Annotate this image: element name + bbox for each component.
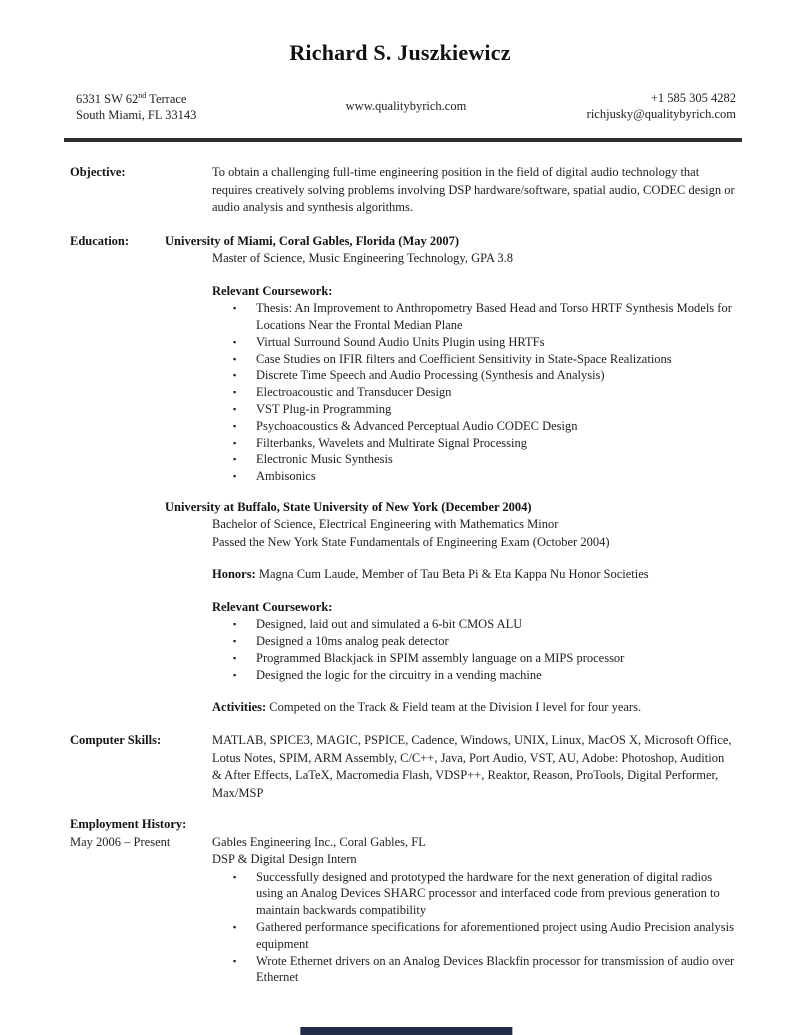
bullet-icon: ▪: [233, 370, 237, 381]
coursework-item-text: Programmed Blackjack in SPIM assembly language on a MIPS processor: [256, 651, 625, 666]
employment-date-range: May 2006 – Present: [70, 834, 171, 849]
coursework-item: [233, 300, 735, 334]
bullet-icon: ▪: [233, 353, 237, 364]
address-line1-street: Terrace: [146, 92, 187, 107]
coursework-heading: Relevant Coursework:: [212, 599, 333, 614]
honors-label: Honors:: [212, 567, 256, 582]
school-heading: University of Miami, Coral Gables, Florida (May 2007): [165, 233, 460, 248]
bullet-icon: ▪: [233, 420, 237, 431]
coursework-item: [233, 616, 735, 633]
school-entry-buffalo: [165, 499, 735, 716]
bullet-icon: ▪: [233, 619, 237, 630]
honors-line: [212, 566, 735, 584]
employment-bullet-text: Gathered performance specifications for aforementioned project using Audio Precision analysis equipment: [256, 920, 734, 951]
coursework-item-text: Discrete Time Speech and Audio Processing (Synthesis and Analysis): [256, 368, 605, 383]
school-heading: University at Buffalo, State University of New York (December 2004): [165, 499, 532, 514]
employment-details: [212, 834, 735, 987]
objective-label: Objective:: [70, 165, 126, 180]
coursework-item: [233, 367, 735, 384]
coursework-item: [233, 418, 735, 435]
activities-line: [212, 699, 735, 717]
coursework-item-text: Electroacoustic and Transducer Design: [256, 385, 452, 400]
bullet-icon: ▪: [233, 955, 237, 966]
degree-line: Master of Science, Music Engineering Technology, GPA 3.8: [212, 251, 514, 266]
coursework-heading: Relevant Coursework:: [212, 283, 333, 298]
contact-block: [0, 88, 800, 123]
section-computer-skills: [70, 732, 735, 802]
coursework-item-text: Designed the logic for the circuitry in a vending machine: [256, 667, 542, 682]
employment-bullet-text: Successfully designed and prototyped the hardware for the next generation of digital radios using an Analog Devices SHARC processor and interfaced code from previous generation to maintain backwards compatibility: [256, 869, 720, 918]
employment-company: Gables Engineering Inc., Coral Gables, FL: [212, 834, 426, 849]
website-text: www.qualitybyrich.com: [345, 98, 467, 113]
coursework-list: [233, 616, 735, 683]
activities-label: Activities:: [212, 699, 267, 714]
employment-bullet: [233, 869, 735, 919]
education-content: [165, 233, 735, 716]
honors-text: Magna Cum Laude, Member of Tau Beta Pi & Eta Kappa Nu Honor Societies: [258, 567, 649, 582]
coursework-item: [233, 351, 735, 368]
bullet-icon: ▪: [233, 387, 237, 398]
section-objective: [70, 164, 735, 217]
employment-bullet: [233, 953, 735, 987]
employment-entry: [70, 834, 735, 987]
employment-history-label: Employment History:: [70, 817, 187, 832]
bullet-icon: ▪: [233, 454, 237, 465]
address-line1-number: 6331 SW 62: [76, 92, 139, 107]
page-title: Richard S. Juszkiewicz: [289, 40, 511, 65]
header-divider: [64, 138, 742, 142]
bullet-icon: ▪: [233, 437, 237, 448]
address-block: [76, 88, 296, 123]
coursework-item-text: Designed a 10ms analog peak detector: [256, 634, 449, 649]
resume-body: [0, 164, 800, 986]
objective-text: To obtain a challenging full-time engineering position in the field of digital audio technology that requires creatively solving problems involving DSP hardware/software, spatial audio, CODEC design or audio analysis and synthesis algorithms.: [212, 165, 735, 215]
school-entry-miami: [165, 233, 735, 485]
employment-role: DSP & Digital Design Intern: [212, 852, 357, 867]
coursework-item: [233, 650, 735, 667]
computer-skills-label: Computer Skills:: [70, 733, 162, 748]
bullet-icon: ▪: [233, 336, 237, 347]
address-line2: South Miami, FL 33143: [76, 108, 197, 123]
activities-text: Competed on the Track & Field team at the Division I level for four years.: [269, 699, 642, 714]
bullet-icon: ▪: [233, 871, 237, 882]
bullet-icon: ▪: [233, 653, 237, 664]
email-address: richjusky@qualitybyrich.com: [586, 106, 736, 121]
address-line1: [76, 88, 296, 107]
coursework-item: [233, 451, 735, 468]
coursework-item-text: Designed, laid out and simulated a 6-bit CMOS ALU: [256, 617, 523, 632]
coursework-item-text: VST Plug-in Programming: [256, 401, 392, 416]
bullet-icon: ▪: [233, 922, 237, 932]
coursework-item-text: Filterbanks, Wavelets and Multirate Signal Processing: [256, 435, 527, 450]
bullet-icon: ▪: [233, 303, 237, 314]
bottom-bar: [300, 1027, 512, 1035]
address-ordinal-suffix: nd: [138, 91, 147, 100]
coursework-item: [233, 401, 735, 418]
education-label: Education:: [70, 233, 130, 248]
bullet-icon: ▪: [233, 669, 237, 680]
coursework-item: [233, 633, 735, 650]
coursework-item: [233, 384, 735, 401]
phone-number: +1 585 305 4282: [650, 90, 736, 105]
bullet-icon: ▪: [233, 471, 237, 482]
degree-line: Bachelor of Science, Electrical Engineering with Mathematics Minor: [212, 517, 559, 532]
coursework-item-text: Virtual Surround Sound Audio Units Plugin using HRTFs: [256, 334, 545, 349]
coursework-item: [233, 468, 735, 485]
employment-bullet-list: [233, 869, 735, 987]
bullet-icon: ▪: [233, 636, 237, 647]
bullet-icon: ▪: [233, 403, 237, 414]
section-education: [70, 233, 735, 716]
coursework-list: [233, 300, 735, 485]
coursework-item: [233, 667, 735, 684]
coursework-item-text: Electronic Music Synthesis: [256, 452, 393, 467]
coursework-item-text: Thesis: An Improvement to Anthropometry Based Head and Torso HRTF Synthesis Models for Locations Near the Frontal Median Plane: [256, 301, 732, 332]
coursework-item-text: Ambisonics: [256, 469, 316, 484]
employment-bullet: [233, 919, 735, 953]
section-employment: [70, 816, 735, 986]
coursework-item: [233, 435, 735, 452]
phone-email-block: [516, 90, 736, 122]
coursework-item-text: Case Studies on IFIR filters and Coefficient Sensitivity in State-Space Realizations: [256, 351, 672, 366]
computer-skills-text: MATLAB, SPICE3, MAGIC, PSPICE, Cadence, Windows, UNIX, Linux, MacOS X, Microsoft Office, Lotus Notes, SPIM, ARM Assembly, C/C++, Java, Port Audio, VST, AU, Adobe: Photoshop, Audition & After Effects, LaTeX, Macromedia Flash, VDSP++, Reaktor, Reason, ProTools, Digital Performer, Max/MSP: [212, 733, 732, 800]
employment-bullet-text: Wrote Ethernet drivers on an Analog Devices Blackfin processor for transmission of audio over Ethernet: [256, 953, 735, 985]
coursework-item-text: Psychoacoustics & Advanced Perceptual Audio CODEC Design: [256, 418, 578, 433]
degree-line: Passed the New York State Fundamentals of Engineering Exam (October 2004): [212, 534, 610, 549]
coursework-item: [233, 334, 735, 351]
